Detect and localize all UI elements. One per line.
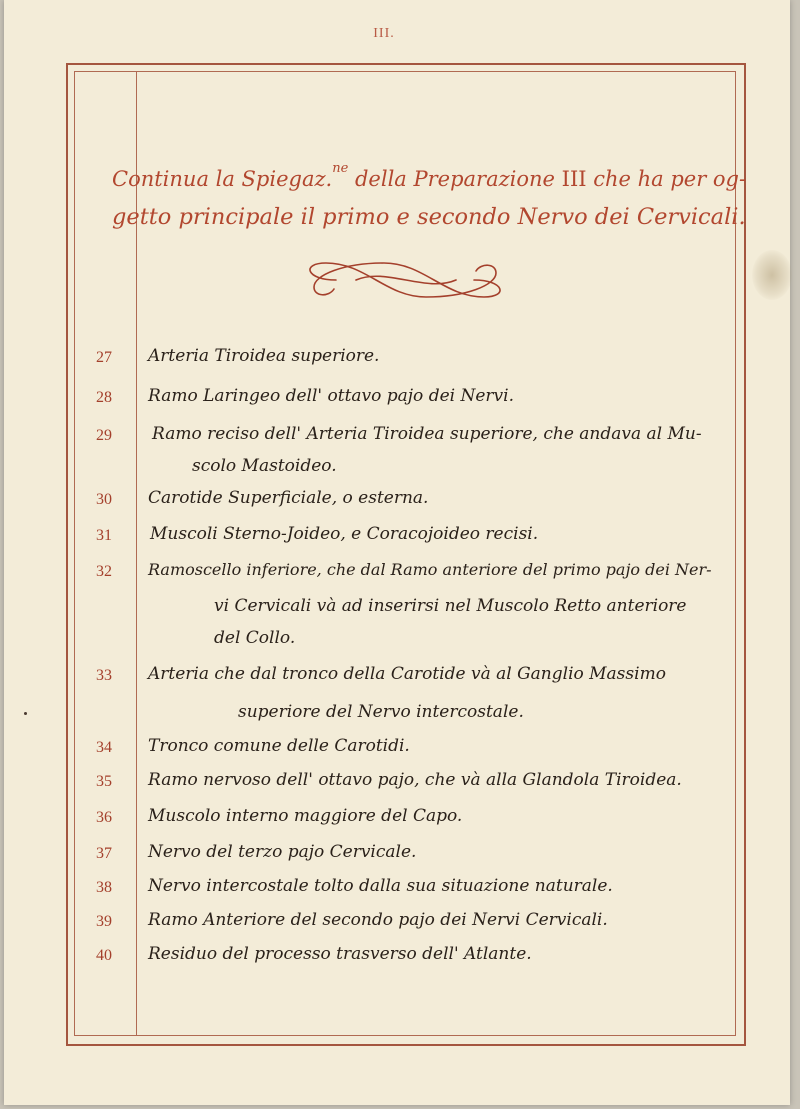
entry-text-line: Ramo nervoso dell' ottavo pajo, che và alla Glandola Tiroidea. xyxy=(148,770,682,790)
entry-text-line: vi Cervicali và ad inserirsi nel Muscolo Retto anteriore xyxy=(214,596,687,616)
entry-number: 31 xyxy=(96,527,112,544)
heading-line-2: getto principale il primo e secondo Nervo dei Cervicali. xyxy=(112,204,746,230)
entry-text-line: Ramo reciso dell' Arteria Tiroidea superiore, che andava al Mu- xyxy=(152,424,702,444)
entry-text-line: Arteria Tiroidea superiore. xyxy=(148,346,380,366)
entry-text-line: Muscolo interno maggiore del Capo. xyxy=(148,806,463,826)
entry-text-line: Ramoscello inferiore, che dal Ramo anteriore del primo pajo dei Ner- xyxy=(148,560,712,579)
entry-text-line: Residuo del processo trasverso dell' Atlante. xyxy=(148,944,532,964)
entry-number: 28 xyxy=(96,389,112,406)
entry-number: 34 xyxy=(96,739,112,756)
paper-stain xyxy=(752,250,792,300)
entry-text-line: Ramo Anteriore del secondo pajo dei Nervi Cervicali. xyxy=(148,910,608,930)
heading-line-1 xyxy=(112,150,752,198)
entry-text-line: Tronco comune delle Carotidi. xyxy=(148,736,410,756)
entry-number: 30 xyxy=(96,491,112,508)
heading-part-2: della Preparazione xyxy=(348,167,562,191)
entry-text-line: Nervo intercostale tolto dalla sua situazione naturale. xyxy=(148,876,613,896)
heading-superscript: ne xyxy=(332,161,349,176)
entry-text-line: Arteria che dal tronco della Carotide và al Ganglio Massimo xyxy=(148,664,666,684)
entry-number: 32 xyxy=(96,563,112,580)
entry-number: 38 xyxy=(96,879,112,896)
heading-numeral: III xyxy=(561,167,587,191)
entry-number: 39 xyxy=(96,913,112,930)
entry-text-line: superiore del Nervo intercostale. xyxy=(238,702,524,722)
calligraphic-flourish xyxy=(296,255,514,305)
entry-number: 29 xyxy=(96,427,112,444)
entry-number: 33 xyxy=(96,667,112,684)
heading-part-3: che ha per og- xyxy=(586,167,747,191)
entry-text-line: Carotide Superficiale, o esterna. xyxy=(148,488,429,508)
entry-number: 37 xyxy=(96,845,112,862)
entry-text-line: scolo Mastoideo. xyxy=(192,456,337,476)
entry-text-line: del Collo. xyxy=(214,628,296,648)
manuscript-page xyxy=(4,0,790,1105)
entry-text-line: Muscoli Sterno-Joideo, e Coracojoideo recisi. xyxy=(150,524,539,544)
page-number: III. xyxy=(373,26,395,41)
entry-number: 36 xyxy=(96,809,112,826)
heading-part-1: Continua la Spiegaz. xyxy=(112,167,333,191)
entry-text-line: Ramo Laringeo dell' ottavo pajo dei Nervi. xyxy=(148,386,514,406)
ink-dot xyxy=(24,712,27,715)
entry-number: 35 xyxy=(96,773,112,790)
entry-number: 27 xyxy=(96,349,112,366)
entry-number: 40 xyxy=(96,947,112,964)
page-heading xyxy=(112,150,752,236)
entry-text-line: Nervo del terzo pajo Cervicale. xyxy=(148,842,417,862)
